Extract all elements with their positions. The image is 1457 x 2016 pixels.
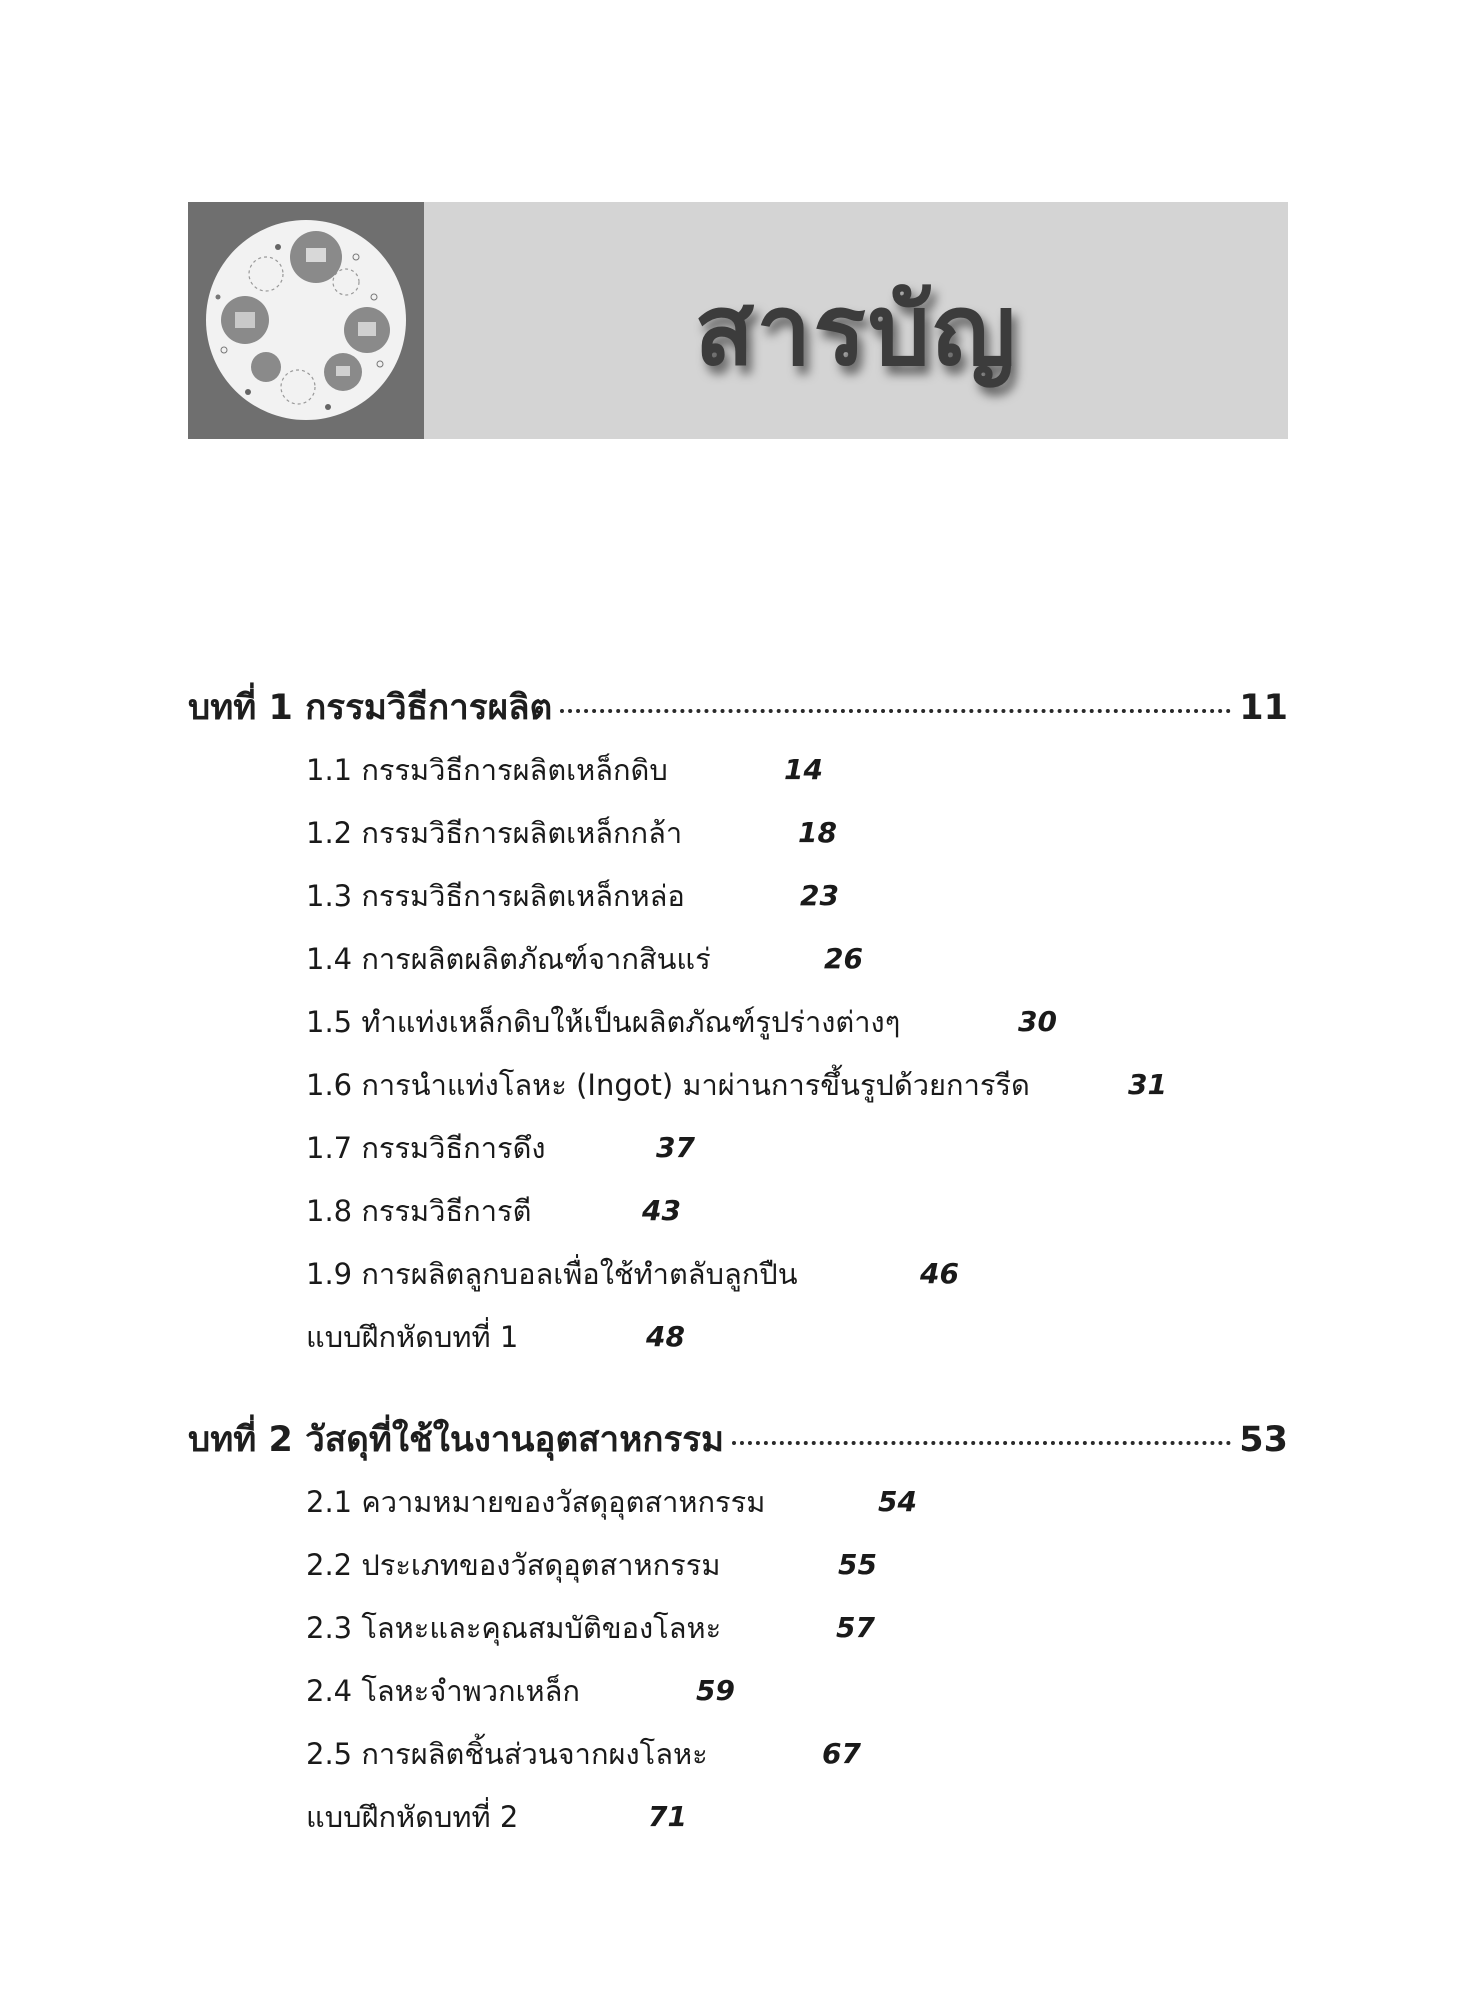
dot-leader [560,709,1231,713]
toc-entry[interactable] [306,805,1288,868]
section-title: 1.9 การผลิตลูกบอลเพื่อใช้ทำตลับลูกปืน [306,1257,798,1291]
section-title: 1.4 การผลิตผลิตภัณฑ์จากสินแร่ [306,942,711,976]
toc-entry[interactable] [306,868,1288,931]
cover-emblem [188,202,424,439]
toc-entry[interactable] [306,742,1288,805]
section-title: 1.8 กรรมวิธีการตี [306,1194,532,1228]
section-title: แบบฝึกหัดบทที่ 2 [306,1800,519,1834]
section-title: 2.2 ประเภทของวัสดุอุตสาหกรรม [306,1548,721,1582]
chapter-page-number: 53 [1239,1420,1288,1460]
chapter-1-sections [306,742,1288,1372]
chapter-2-sections [306,1474,1288,1852]
section-title: แบบฝึกหัดบทที่ 1 [306,1320,519,1354]
chapter-page-number: 11 [1239,688,1288,728]
toc-entry[interactable] [306,931,1288,994]
toc-entry[interactable] [306,1120,1288,1183]
emblem-circle-illustration [188,202,424,439]
section-page-number: 18 [798,816,837,849]
toc-entry[interactable] [306,1246,1288,1309]
section-page-number: 26 [824,942,863,975]
section-title: 1.7 กรรมวิธีการดึง [306,1131,546,1165]
section-page-number: 30 [1018,1005,1057,1038]
section-page-number: 23 [800,879,839,912]
toc-entry[interactable] [306,1537,1288,1600]
section-page-number: 71 [648,1800,687,1833]
toc-entry[interactable] [306,1663,1288,1726]
toc-entry[interactable] [306,1183,1288,1246]
section-title: 1.5 ทำแท่งเหล็กดิบให้เป็นผลิตภัณฑ์รูปร่างต่างๆ [306,1005,901,1039]
section-title: 1.3 กรรมวิธีการผลิตเหล็กหล่อ [306,879,685,913]
section-page-number: 14 [784,753,823,786]
section-title: 2.1 ความหมายของวัสดุอุตสาหกรรม [306,1485,766,1519]
section-title: 2.5 การผลิตชิ้นส่วนจากผงโลหะ [306,1737,708,1771]
toc-entry[interactable] [306,1726,1288,1789]
section-page-number: 37 [656,1131,695,1164]
section-page-number: 31 [1128,1068,1167,1101]
section-page-number: 57 [836,1611,875,1644]
toc-entry[interactable] [306,1057,1288,1120]
toc-entry[interactable] [306,1789,1288,1852]
section-page-number: 59 [696,1674,735,1707]
section-title: 2.3 โลหะและคุณสมบัติของโลหะ [306,1611,722,1645]
chapter-title: บทที่ 1 กรรมวิธีการผลิต [188,688,553,728]
chapter-1-heading[interactable] [188,680,1288,736]
table-of-contents [188,680,1288,1852]
toc-entry[interactable] [306,1600,1288,1663]
title-panel [424,202,1288,439]
section-title: 1.6 การนำแท่งโลหะ (Ingot) มาผ่านการขึ้นรูปด้วยการรีด [306,1068,1030,1102]
toc-entry[interactable] [306,994,1288,1057]
dot-leader [732,1441,1231,1445]
section-title: 1.1 กรรมวิธีการผลิตเหล็กดิบ [306,753,668,787]
chapter-title: บทที่ 2 วัสดุที่ใช้ในงานอุตสาหกรรม [188,1420,725,1460]
section-title: 2.4 โลหะจำพวกเหล็ก [306,1674,580,1708]
section-page-number: 67 [822,1737,861,1770]
section-page-number: 54 [878,1485,917,1518]
page-title: สารบัญ [694,274,1018,388]
toc-entry[interactable] [306,1309,1288,1372]
header-banner [188,202,1288,439]
toc-entry[interactable] [306,1474,1288,1537]
section-page-number: 43 [642,1194,681,1227]
section-page-number: 46 [920,1257,959,1290]
section-title: 1.2 กรรมวิธีการผลิตเหล็กกล้า [306,816,683,850]
section-page-number: 48 [646,1320,685,1353]
section-page-number: 55 [838,1548,877,1581]
chapter-2-heading[interactable] [188,1412,1288,1468]
